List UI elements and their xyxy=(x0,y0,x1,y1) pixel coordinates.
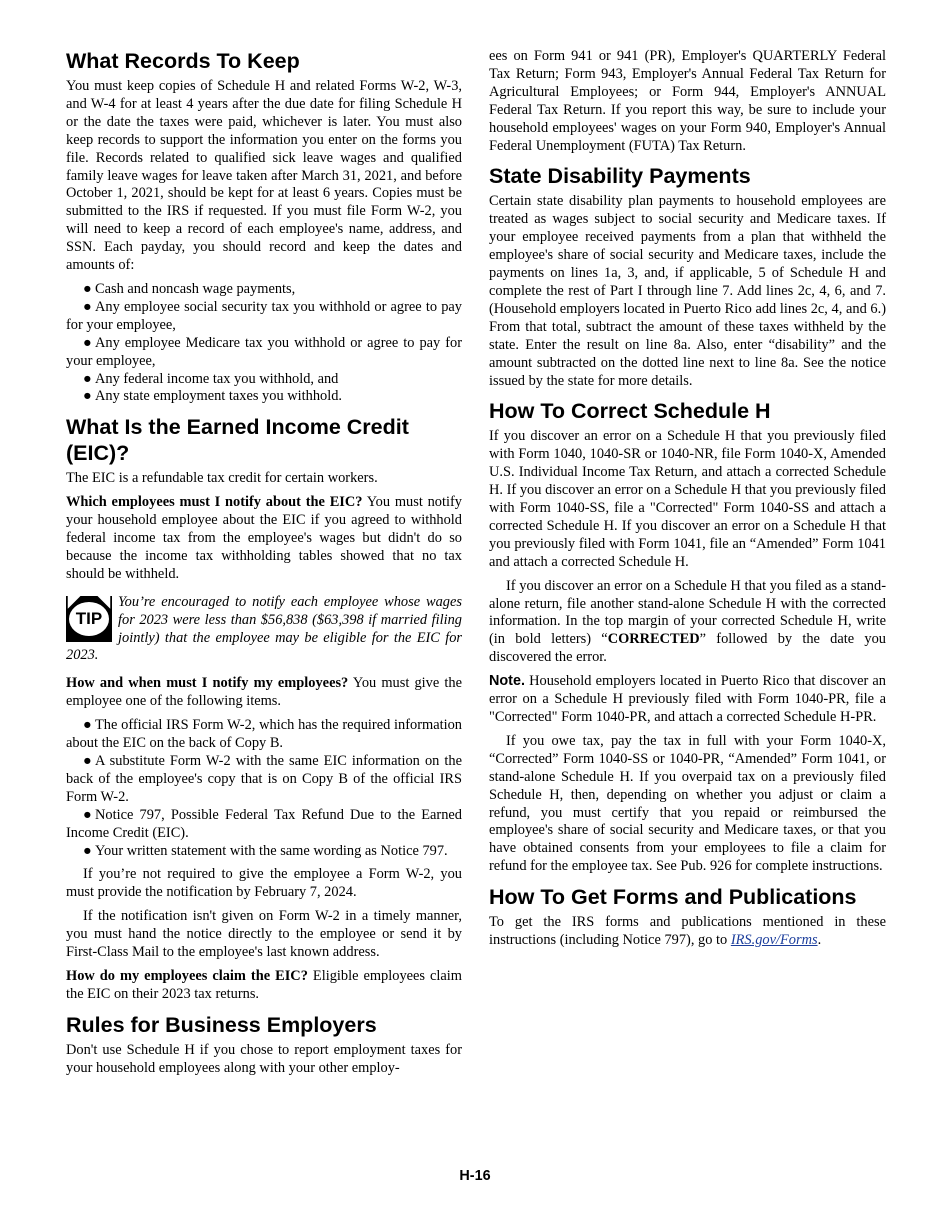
eic-notify-question: Which employees must I notify about the EIC? xyxy=(66,494,363,511)
note-label: Note. xyxy=(489,673,525,690)
bullet-icon: ● xyxy=(83,334,92,351)
tip-text: You’re encouraged to notify each employee whose wages for 2023 were less than $56,838 ($63,398 if married filing jointly) that the employee may be eligible for the EIC for 2023. xyxy=(66,593,462,664)
eic-notify-paragraph xyxy=(66,494,462,584)
tip-box xyxy=(66,594,462,666)
business-body-continued: ees on Form 941 or 941 (PR), Employer's QUARTERLY Federal Tax Return; Form 943, Employer's Annual Federal Tax Return for Agricultural Employees; or Form 944, Employer's ANNUAL Federal Tax Return. If you report this way, be sure to include your household employees' wages on your Form 940, Employer's Annual Federal Unemployment (FUTA) Tax Return. xyxy=(489,48,886,154)
eic-how-answer: You must give the employee one of the following items. xyxy=(66,675,462,710)
correct-paragraph-2: If you discover an error on a Schedule H that you filed as a stand-alone return, file another stand-alone Schedule H with the corrected information. In the top margin of your corrected Schedule H, write (in bold letters) “CORRECTED” followed by the date you discovered the error. xyxy=(489,577,886,666)
eic-claim-answer: Eligible employees claim the EIC on their 2023 tax returns. xyxy=(66,967,462,1002)
tip-icon xyxy=(66,596,112,642)
eic-claim-paragraph xyxy=(66,968,462,1004)
right-column xyxy=(489,48,886,956)
eic-claim-question: How do my employees claim the EIC? xyxy=(66,967,308,984)
list-item: ● Any employee social security tax you withhold or agree to pay for your employee, xyxy=(66,298,462,333)
eic-heading: What Is the Earned Income Credit (EIC)? xyxy=(66,415,409,466)
list-item: ● Notice 797, Possible Federal Tax Refund Due to the Earned Income Credit (EIC). xyxy=(66,806,462,841)
bullet-icon: ● xyxy=(83,806,92,823)
bullet-icon: ● xyxy=(83,753,92,769)
forms-heading: How To Get Forms and Publications xyxy=(489,885,857,910)
eic-how-question: How and when must I notify my employees? xyxy=(66,675,349,692)
bullet-icon: ● xyxy=(83,388,92,405)
correct-paragraph-1: If you discover an error on a Schedule H that you previously filed with Form 1040, 1040-SR or 1040-NR, file Form 1040-X, Amended U.S. Individual Income Tax Return, and attach a corrected Schedule H. If you discover an error on a Schedule H that you previously filed with Form 1040-SS, file a "Corrected" Form 1040-SS and attach a corrected Schedule H. If you discover an error on a Schedule H that you previously filed with Form 1041, file an “Amended” Form 1041 and attach a corrected Schedule H. xyxy=(489,428,886,570)
eic-w2-paragraph: If you’re not required to give the employee a Form W-2, you must provide the notification by February 7, 2024. xyxy=(66,866,462,901)
list-item: ● Any state employment taxes you withhold. xyxy=(83,388,343,405)
list-item: ● A substitute Form W-2 with the same EIC information on the back of the employee's copy that is on Copy B of the official IRS Form W-2. xyxy=(66,753,462,805)
bullet-icon: ● xyxy=(83,842,92,859)
list-item: ● Your written statement with the same wording as Notice 797. xyxy=(83,842,448,859)
list-item: ● Cash and noncash wage payments, xyxy=(83,280,296,297)
eic-intro: The EIC is a refundable tax credit for certain workers. xyxy=(66,470,378,487)
records-body: You must keep copies of Schedule H and related Forms W-2, W-3, and W-4 for at least 4 years after the due date for filing Schedule H or the date the taxes were paid, whichever is later. You must also keep records to support the information you enter on the forms you file. Records related to qualified sick leave wages and qualified family leave wages for leave taken after March 31, 2021, and before October 1, 2021, should be kept for at least 6 years. Copies must be submitted to the IRS if requested. If you must file Form W-2, you will need to keep a record of each employee's name, address, and SSN. Each payday, you should record and keep the dates and amounts of: xyxy=(66,78,462,274)
corrected-emphasis: CORRECTED xyxy=(607,631,700,648)
disability-heading: State Disability Payments xyxy=(489,164,751,189)
eic-items-list xyxy=(66,717,462,860)
eic-how-paragraph xyxy=(66,675,462,711)
list-item: ● The official IRS Form W-2, which has the required information about the EIC on the back of Copy B. xyxy=(66,717,462,752)
tip-label: TIP xyxy=(69,602,109,636)
bullet-icon: ● xyxy=(83,298,92,315)
forms-body: To get the IRS forms and publications mentioned in these instructions (including Notice 797), go to IRS.gov/Forms. xyxy=(489,914,886,949)
business-body: Don't use Schedule H if you chose to report employment taxes for your household employees along with your other employ- xyxy=(66,1041,462,1076)
disability-body: Certain state disability plan payments to household employees are treated as wages subject to social security and Medicare taxes. If your employee received payments from a plan that withheld the employee's share of social security and Medicare taxes, include the payments on lines 1a, 3, and, if applicable, 5 of Schedule H and complete the rest of Part I through line 7. Add lines 2c, 4, 6, and 7. (Household employers located in Puerto Rico add lines 2c, 4, and 6.) From that total, subtract the amount of these taxes withheld by the state. Enter the result on line 8a. Also, enter “disability” and the amount subtracted on the dotted line next to line 8a. See the notice issued by the state for more details. xyxy=(489,193,886,389)
bullet-icon: ● xyxy=(83,280,92,297)
page-number: H-16 xyxy=(459,1168,491,1184)
bullet-icon: ● xyxy=(83,717,92,734)
records-list xyxy=(66,281,462,406)
note-paragraph xyxy=(489,673,886,727)
bullet-icon: ● xyxy=(83,370,92,387)
correct-paragraph-3: If you owe tax, pay the tax in full with your Form 1040-X, “Corrected” Form 1040-SS or 1040-PR, “Amended” Form 1041, or stand-alone Schedule H. If you overpaid tax on a previously filed Schedule H, then, depending on whether you adjust or claim a refund, you must certify that you repaid or reimbursed the employee's share of social security and Medicare taxes, or that you have obtained consents from your employees to file a claim for refund for the employee tax. See Pub. 926 for complete instructions. xyxy=(489,732,886,875)
business-heading: Rules for Business Employers xyxy=(66,1012,377,1037)
left-column xyxy=(66,48,462,1084)
note-text: Household employers located in Puerto Rico that discover an error on a Schedule H previously filed with Form 1040-PR, file a "Corrected" Form 1040-PR, and attach a corrected Schedule H-PR. xyxy=(489,673,886,725)
list-item: ● Any employee Medicare tax you withhold or agree to pay for your employee, xyxy=(66,334,462,369)
list-item: ● Any federal income tax you withhold, and xyxy=(83,370,339,387)
correct-heading: How To Correct Schedule H xyxy=(489,399,771,424)
eic-timely-paragraph: If the notification isn't given on Form W-2 in a timely manner, you must hand the notice directly to the employee or send it by First-Class Mail to the employee's last known address. xyxy=(66,908,462,961)
irs-forms-link[interactable]: IRS.gov/Forms xyxy=(730,932,818,949)
records-heading: What Records To Keep xyxy=(66,49,300,73)
eic-notify-answer: You must notify your household employee about the EIC if you agreed to withhold federal income tax from the employee's wages but didn't do so because the income tax withholding tables showed that no tax should be withheld. xyxy=(66,494,462,582)
